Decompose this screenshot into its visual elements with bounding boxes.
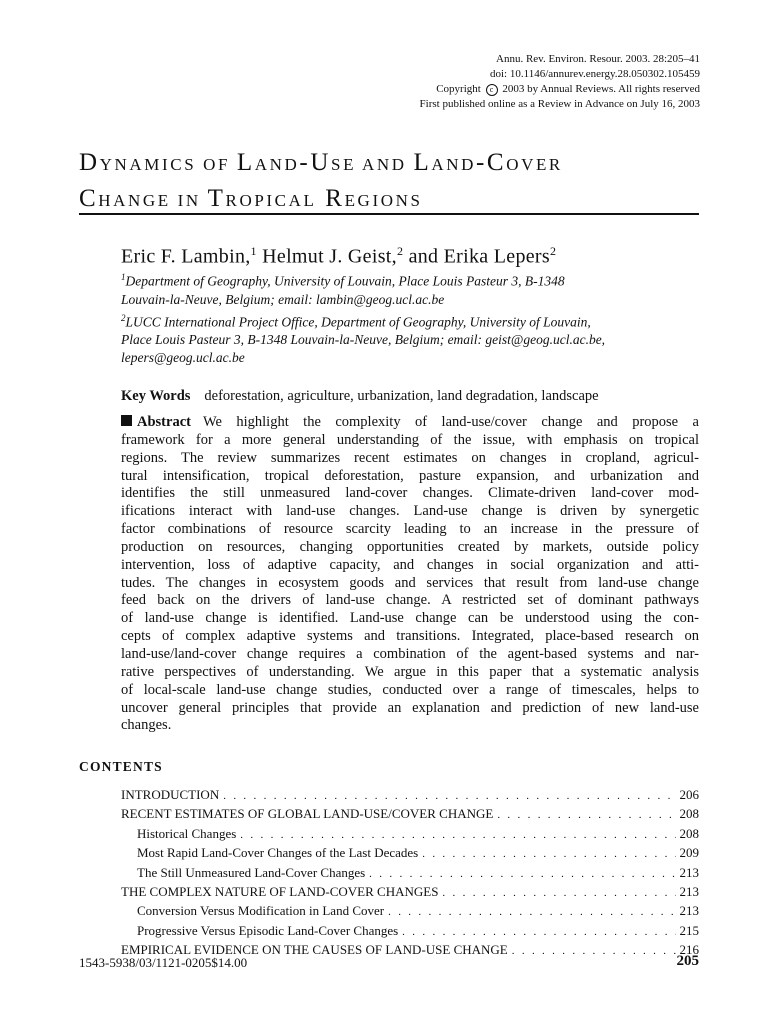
- title-cap: -U: [299, 149, 332, 176]
- toc-page: 206: [679, 787, 699, 802]
- affiliation-line: lepers@geog.ucl.ac.be: [121, 350, 245, 365]
- title-rule: [79, 213, 699, 215]
- affiliation-line: Place Louis Pasteur 3, B-1348 Louvain-la-Neuve, Belgium; email: geist@geog.ucl.ac.be,: [121, 332, 606, 347]
- title-smallcaps: AND: [356, 155, 414, 174]
- toc-title: Progressive Versus Episodic Land-Cover Changes: [137, 922, 399, 938]
- abstract: [121, 414, 699, 735]
- abstract-line: ifications interact with land-use changes. Land-use change is driven by synergetic: [121, 503, 699, 520]
- abstract-line: of land-use change is identified. Land-use change can be understood using the con-: [121, 610, 699, 627]
- article-title: [79, 146, 699, 218]
- citation: Annu. Rev. Environ. Resour. 2003. 28:205–41: [496, 53, 700, 65]
- abstract-line: regions. The review summarizes recent estimates on changes in cropland, agricul-: [121, 449, 699, 466]
- toc-page: 208: [679, 806, 699, 822]
- toc-item-most-rapid-changes[interactable]: [121, 844, 699, 863]
- abstract-line: changes.: [121, 717, 172, 734]
- author-superscript: 2: [396, 244, 404, 258]
- title-space: [316, 185, 325, 212]
- toc-page: 213: [679, 864, 699, 880]
- toc-title: Most Rapid Land-Cover Changes of the Last Decades: [137, 845, 419, 861]
- toc-page: 213: [679, 903, 699, 919]
- toc-leader: [422, 845, 675, 863]
- abstract-line: production on resources, changing opportunities created by markets, outside policy: [121, 538, 699, 555]
- toc-page: 209: [679, 845, 699, 861]
- title-smallcaps: AND: [254, 155, 300, 174]
- contents-heading: CONTENTS: [79, 759, 163, 774]
- affiliations: [121, 268, 706, 367]
- affiliation-superscript: 1: [121, 272, 126, 282]
- affiliation-text: LUCC International Project Office, Department of Geography, University of Louvain,: [125, 314, 591, 329]
- abstract-line: tural intensification, tropical deforestation, pasture expansion, and urbanization and: [121, 467, 699, 484]
- toc-item-unmeasured-changes[interactable]: [121, 864, 699, 883]
- keywords: [121, 388, 599, 405]
- toc-item-complex-nature[interactable]: [121, 883, 699, 902]
- title-cap: T: [207, 185, 226, 212]
- abstract-text: We highlight the complexity of land-use/cover change and propose a: [202, 414, 699, 430]
- abstract-line: [121, 414, 699, 432]
- affiliation-line: Louvain-la-Neuve, Belgium; email: lambin@geog.ucl.ac.be: [121, 291, 445, 307]
- toc-title: RECENT ESTIMATES OF GLOBAL LAND-USE/COVER CHANGE: [121, 806, 494, 822]
- toc-title: INTRODUCTION: [121, 787, 220, 802]
- title-smallcaps: OVER: [506, 155, 563, 174]
- title-cap: -C: [475, 149, 507, 176]
- title-smallcaps: AND: [431, 155, 476, 174]
- abstract-line: feed back on the drivers of land-use change. A restricted set of dominant pathways: [121, 592, 699, 609]
- copyright-symbol: c: [486, 84, 498, 96]
- abstract-line: tudes. The changes in ecosystem goods and services that result from land-use change: [121, 574, 699, 591]
- author-superscript: 1: [250, 244, 257, 258]
- toc-leader: [512, 942, 676, 960]
- title-smallcaps: HANGE: [98, 191, 171, 210]
- table-of-contents: [121, 786, 699, 961]
- abstract-line: factor combinations of resource scarcity leading to an increase in the pressure of: [121, 521, 699, 538]
- toc-page: 216: [679, 942, 699, 958]
- toc-title: EMPIRICAL EVIDENCE ON THE CAUSES OF LAND-USE CHANGE: [121, 942, 508, 958]
- keywords-label: Key Words: [121, 388, 191, 404]
- toc-item-introduction[interactable]: [121, 786, 699, 805]
- affiliation-superscript: 2: [121, 312, 126, 323]
- toc-leader: [240, 826, 675, 844]
- abstract-square-icon: [121, 415, 132, 426]
- author-name: and Erika Lepers: [403, 245, 550, 268]
- affiliation-text: Department of Geography, University of Louvain, Place Louis Pasteur 3, B-1348: [125, 273, 565, 289]
- toc-page: 213: [679, 884, 699, 900]
- abstract-line: cepts of complex adaptive systems and transitions. Integrated, place-based research on: [121, 628, 699, 645]
- title-smallcaps: ROPICAL: [225, 191, 317, 210]
- toc-leader: [223, 787, 675, 805]
- abstract-line: rative perspectives of understanding. We argue in this paper that a systematic analysis: [121, 663, 699, 680]
- toc-leader: [388, 903, 675, 921]
- journal-info: [420, 52, 700, 112]
- toc-item-recent-estimates[interactable]: [121, 805, 699, 824]
- title-smallcaps: SE: [331, 155, 357, 174]
- copyright-prefix: Copyright: [436, 83, 481, 95]
- author-name: Helmut J. Geist,: [256, 245, 397, 268]
- title-smallcaps: IN: [170, 191, 208, 210]
- copyright-suffix: 2003 by Annual Reviews. All rights reserved: [502, 83, 700, 95]
- author-superscript: 2: [549, 244, 557, 258]
- copyright: [420, 82, 700, 97]
- author-list: [121, 244, 556, 269]
- keywords-text: deforestation, agriculture, urbanization, land degradation, landscape: [204, 388, 599, 404]
- toc-leader: [369, 865, 675, 883]
- title-line-1: [79, 146, 699, 182]
- toc-leader: [402, 923, 675, 941]
- author-name: Eric F. Lambin,: [121, 245, 251, 268]
- title-smallcaps: EGIONS: [344, 191, 423, 210]
- abstract-line: framework for a more general understanding of the issue, with emphasis on tropical: [121, 431, 699, 448]
- toc-item-progressive-episodic[interactable]: [121, 922, 699, 941]
- abstract-label: Abstract: [137, 414, 191, 430]
- abstract-line: of local-scale land-use change studies, conducted over a range of timescales, helps to: [121, 681, 699, 698]
- title-cap: D: [79, 149, 100, 176]
- toc-title: Conversion Versus Modification in Land Cover: [137, 903, 385, 919]
- title-cap: L: [413, 149, 432, 176]
- abstract-line: identifies the still unmeasured land-cover changes. Climate-driven land-cover mod-: [121, 485, 699, 502]
- title-cap: R: [325, 185, 345, 212]
- title-smallcaps: YNAMICS: [99, 155, 197, 174]
- published-online: First published online as a Review in Advance on July 16, 2003: [419, 98, 700, 110]
- toc-item-conversion-modification[interactable]: [121, 902, 699, 921]
- doi: doi: 10.1146/annurev.energy.28.050302.105459: [490, 68, 700, 80]
- toc-title: Historical Changes: [137, 825, 237, 841]
- abstract-line: intervention, loss of adaptive capacity, and changes in social organization and atti-: [121, 556, 699, 573]
- toc-leader: [497, 806, 675, 824]
- affiliation-line: [121, 309, 706, 332]
- footer-code: 1543-5938/03/1121-0205$14.00: [79, 955, 248, 970]
- toc-page: 208: [679, 825, 699, 841]
- affiliation-line: [121, 268, 706, 291]
- toc-item-historical-changes[interactable]: [121, 825, 699, 844]
- toc-title: The Still Unmeasured Land-Cover Changes: [137, 864, 366, 880]
- title-cap: L: [236, 149, 255, 176]
- title-cap: C: [79, 185, 99, 212]
- abstract-line: uncover general principles that provide an explanation and prediction of new land-use: [121, 699, 699, 716]
- toc-leader: [442, 884, 675, 902]
- toc-page: 215: [679, 922, 699, 938]
- title-smallcaps: OF: [196, 155, 237, 174]
- page-number: 205: [676, 953, 699, 969]
- abstract-line: land-use/land-cover change requires a combination of the agent-based systems and nar-: [121, 645, 699, 662]
- toc-title: THE COMPLEX NATURE OF LAND-COVER CHANGES: [121, 884, 439, 900]
